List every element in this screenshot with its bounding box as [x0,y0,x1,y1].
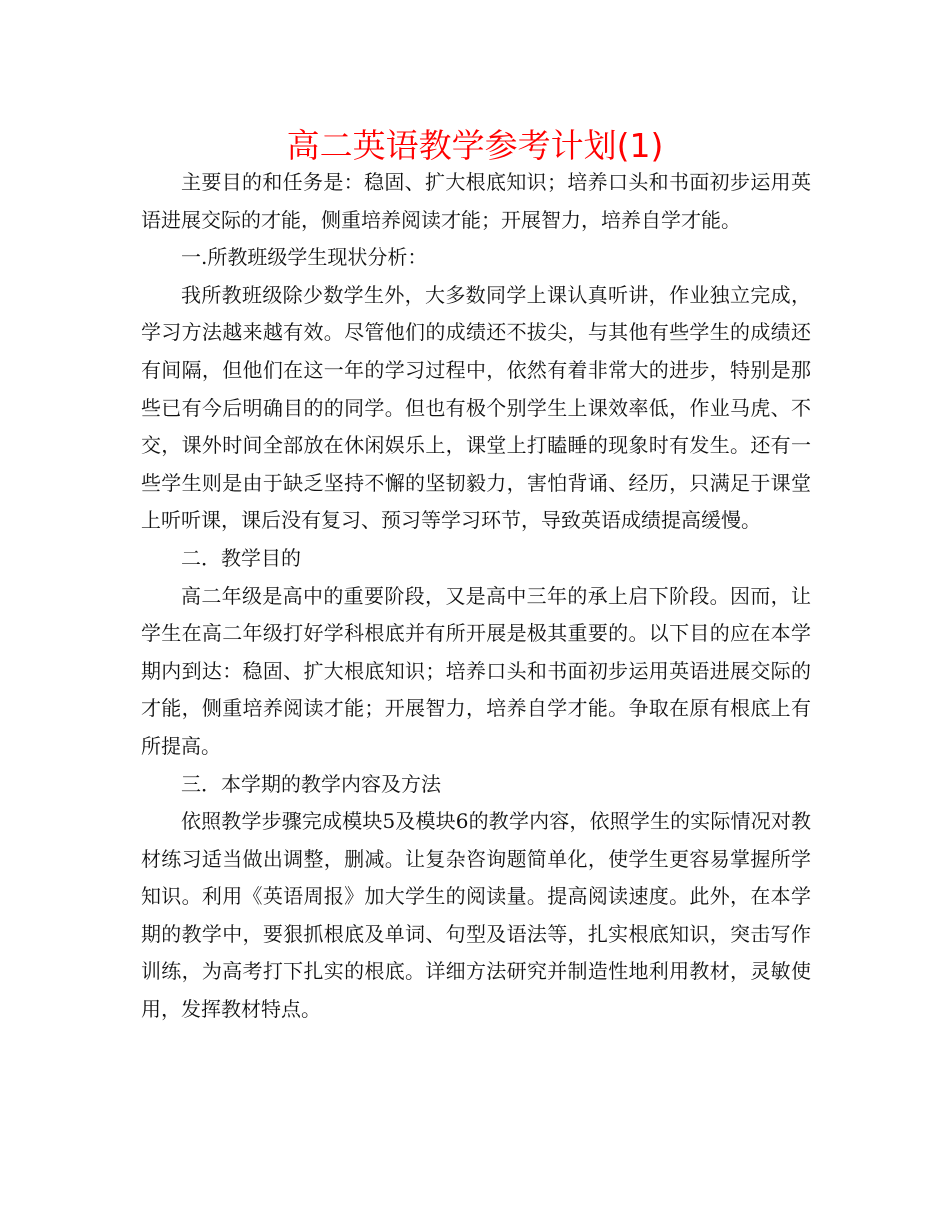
paragraph-content-methods: 依照教学步骤完成模块5及模块6的教学内容，依照学生的实际情况对教材练习适当做出调整，删减。让复杂咨询题简单化，使学生更容易掌握所学知识。利用《英语周报》加大学生的阅读量。提高阅读速度。此外，在本学期的教学中，要狠抓根底及单词、句型及语法等，扎实根底知识，突击写作训练，为高考打下扎实的根底。详细方法研究并制造性地利用教材，灵敏使用，发挥教材特点。 [141,809,811,1022]
paragraph-teaching-goals: 高二年级是高中的重要阶段，又是高中三年的承上启下阶段。因而，让学生在高二年级打好学科根底并有所开展是极其重要的。以下目的应在本学期内到达：稳固、扩大根底知识；培养口头和书面初步运用英语进展交际的才能，侧重培养阅读才能；开展智力，培养自学才能。争取在原有根底上有所提高。 [141,583,811,758]
section-heading-content-methods: 三．本学期的教学内容及方法 [181,771,441,796]
paragraph-main-goals: 主要目的和任务是：稳固、扩大根底知识；培养口头和书面初步运用英语进展交际的才能，侧重培养阅读才能；开展智力，培养自学才能。 [141,170,811,232]
paragraph-student-analysis: 我所教班级除少数学生外，大多数同学上课认真听讲，作业独立完成，学习方法越来越有效。尽管他们的成绩还不拔尖，与其他有些学生的成绩还有间隔，但他们在这一年的学习过程中，依然有着非常大的进步，特别是那些已有今后明确目的的同学。但也有极个别学生上课效率低，作业马虎、不交，课外时间全部放在休闲娱乐上，课堂上打瞌睡的现象时有发生。还有一些学生则是由于缺乏坚持不懈的坚韧毅力，害怕背诵、经历，只满足于课堂上听听课，课后没有复习、预习等学习环节，导致英语成绩提高缓慢。 [141,282,811,533]
section-heading-teaching-goals: 二．教学目的 [181,545,301,570]
document-body [141,164,811,1029]
section-heading-student-analysis: 一.所教班级学生现状分析： [181,245,428,270]
document-title: 高二英语教学参考计划(1) [286,126,664,165]
